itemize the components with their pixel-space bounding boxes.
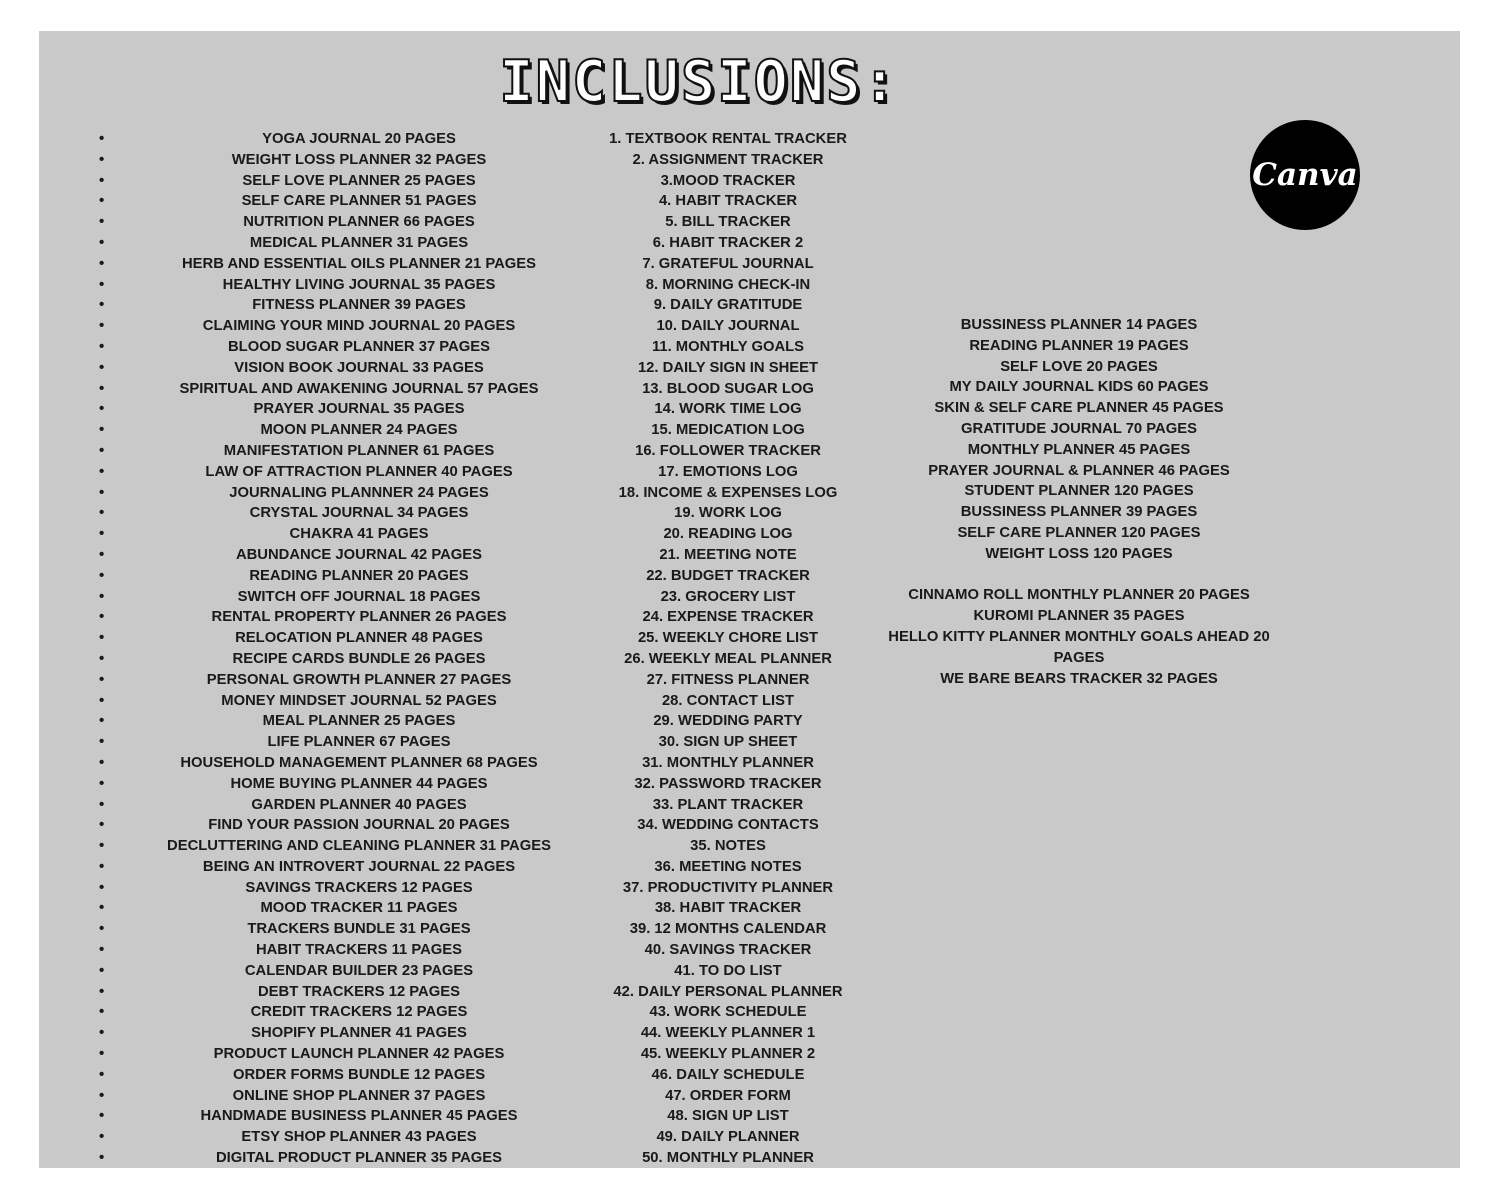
canva-logo-icon (1250, 120, 1360, 230)
list-item: SELF CARE PLANNER 120 PAGES (957, 524, 1201, 541)
list-item: 44. WEEKLY PLANNER 1 (640, 1025, 816, 1042)
list-item: • DEBT TRACKERS 12 PAGES (99, 982, 619, 1003)
list-item: • WEIGHT LOSS PLANNER 32 PAGES (99, 150, 619, 171)
list-item: 48. SIGN UP LIST (667, 1108, 789, 1125)
list-item: • VISION BOOK JOURNAL 33 PAGES (99, 358, 619, 379)
inclusions-panel (39, 31, 1460, 1168)
list-item: • ORDER FORMS BUNDLE 12 PAGES (99, 1065, 619, 1086)
list-item: 10. DAILY JOURNAL (656, 318, 800, 335)
list-item: • ABUNDANCE JOURNAL 42 PAGES (99, 545, 619, 566)
list-item: 15. MEDICATION LOG (651, 422, 805, 439)
list-item: 47. ORDER FORM (665, 1087, 791, 1104)
list-item: 7. GRATEFUL JOURNAL (642, 255, 814, 272)
list-item: 2. ASSIGNMENT TRACKER (632, 151, 824, 168)
list-item (869, 565, 1289, 586)
list-item: • PRODUCT LAUNCH PLANNER 42 PAGES (99, 1044, 619, 1065)
list-item: 26. WEEKLY MEAL PLANNER (624, 650, 832, 667)
list-item: READING PLANNER 19 PAGES (969, 337, 1189, 354)
list-item: 13. BLOOD SUGAR LOG (642, 380, 814, 397)
list-item: • HABIT TRACKERS 11 PAGES (99, 940, 619, 961)
list-item: SELF LOVE 20 PAGES (1000, 358, 1158, 375)
list-item: SKIN & SELF CARE PLANNER 45 PAGES (934, 400, 1224, 417)
list-item: BUSSINESS PLANNER 39 PAGES (960, 504, 1198, 521)
list-item: 22. BUDGET TRACKER (646, 567, 810, 584)
canva-logo-text: Canva (1252, 157, 1358, 193)
list-item: • HERB AND ESSENTIAL OILS PLANNER 21 PAGES (99, 254, 619, 275)
list-item: • MANIFESTATION PLANNER 61 PAGES (99, 441, 619, 462)
list-item: • RELOCATION PLANNER 48 PAGES (99, 628, 619, 649)
list-item: 6. HABIT TRACKER 2 (652, 234, 804, 251)
list-item: 39. 12 MONTHS CALENDAR (629, 921, 827, 938)
page-title: INCLUSIONS: (499, 49, 899, 115)
list-item: WEIGHT LOSS 120 PAGES (985, 545, 1173, 562)
list-item: 49. DAILY PLANNER (656, 1129, 800, 1146)
list-item: 43. WORK SCHEDULE (649, 1004, 807, 1021)
list-item: • MONEY MINDSET JOURNAL 52 PAGES (99, 691, 619, 712)
list-item: 5. BILL TRACKER (665, 214, 791, 231)
list-item: 25. WEEKLY CHORE LIST (637, 630, 819, 647)
list-item: 4. HABIT TRACKER (658, 193, 798, 210)
list-item: 20. READING LOG (663, 526, 793, 543)
list-item: 42. DAILY PERSONAL PLANNER (613, 983, 843, 1000)
numbered-tracker-list (588, 129, 868, 1169)
list-item: 37. PRODUCTIVITY PLANNER (622, 879, 834, 896)
list-item: • LAW OF ATTRACTION PLANNER 40 PAGES (99, 462, 619, 483)
list-item: 36. MEETING NOTES (654, 858, 802, 875)
list-item: • PRAYER JOURNAL 35 PAGES (99, 399, 619, 420)
list-item: • CRYSTAL JOURNAL 34 PAGES (99, 503, 619, 524)
list-item: PRAYER JOURNAL & PLANNER 46 PAGES (928, 462, 1230, 479)
list-item: • CALENDAR BUILDER 23 PAGES (99, 961, 619, 982)
list-item: • HOME BUYING PLANNER 44 PAGES (99, 774, 619, 795)
list-item: 30. SIGN UP SHEET (658, 734, 798, 751)
list-item: • SWITCH OFF JOURNAL 18 PAGES (99, 587, 619, 608)
list-item: • CHAKRA 41 PAGES (99, 524, 619, 545)
list-item: • CREDIT TRACKERS 12 PAGES (99, 1002, 619, 1023)
list-item: 16. FOLLOWER TRACKER (635, 442, 821, 459)
list-item: 12. DAILY SIGN IN SHEET (637, 359, 819, 376)
list-item: • BLOOD SUGAR PLANNER 37 PAGES (99, 337, 619, 358)
list-item: • YOGA JOURNAL 20 PAGES (99, 129, 619, 150)
list-item: • SELF CARE PLANNER 51 PAGES (99, 191, 619, 212)
list-item: • RENTAL PROPERTY PLANNER 26 PAGES (99, 607, 619, 628)
list-item: • FITNESS PLANNER 39 PAGES (99, 295, 619, 316)
list-item: • DIGITAL PRODUCT PLANNER 35 PAGES (99, 1148, 619, 1169)
list-item: • HOUSEHOLD MANAGEMENT PLANNER 68 PAGES (99, 753, 619, 774)
list-item: 40. SAVINGS TRACKER (644, 942, 812, 959)
list-item: 21. MEETING NOTE (659, 546, 797, 563)
list-item: 1. TEXTBOOK RENTAL TRACKER (609, 131, 847, 147)
list-item: • HANDMADE BUSINESS PLANNER 45 PAGES (99, 1106, 619, 1127)
list-item: • DECLUTTERING AND CLEANING PLANNER 31 PAGES (99, 836, 619, 857)
list-item: 33. PLANT TRACKER (652, 796, 804, 813)
list-item: • ETSY SHOP PLANNER 43 PAGES (99, 1127, 619, 1148)
extra-planner-list (869, 315, 1289, 689)
list-item: 34. WEDDING CONTACTS (637, 817, 819, 834)
list-item: • SELF LOVE PLANNER 25 PAGES (99, 171, 619, 192)
list-item: 46. DAILY SCHEDULE (651, 1066, 805, 1083)
list-item: WE BARE BEARS TRACKER 32 PAGES (940, 670, 1218, 687)
list-item: 45. WEEKLY PLANNER 2 (640, 1046, 816, 1063)
list-item: • MOOD TRACKER 11 PAGES (99, 898, 619, 919)
list-item: 18. INCOME & EXPENSES LOG (618, 484, 838, 501)
list-item: KUROMI PLANNER 35 PAGES (973, 608, 1185, 625)
list-item: • CLAIMING YOUR MIND JOURNAL 20 PAGES (99, 316, 619, 337)
list-item: • MOON PLANNER 24 PAGES (99, 420, 619, 441)
list-item: 28. CONTACT LIST (661, 692, 795, 709)
list-item: • MEDICAL PLANNER 31 PAGES (99, 233, 619, 254)
list-item: 11. MONTHLY GOALS (651, 338, 805, 355)
list-item: 32. PASSWORD TRACKER (634, 775, 822, 792)
list-item: MY DAILY JOURNAL KIDS 60 PAGES (949, 379, 1209, 396)
list-item: • ONLINE SHOP PLANNER 37 PAGES (99, 1086, 619, 1107)
list-item: HELLO KITTY PLANNER MONTHLY GOALS AHEAD 20 PAGES (888, 628, 1270, 666)
list-item: BUSSINESS PLANNER 14 PAGES (960, 317, 1198, 333)
bulleted-planner-list (99, 129, 619, 1169)
list-item: GRATITUDE JOURNAL 70 PAGES (961, 420, 1197, 437)
list-item: • PERSONAL GROWTH PLANNER 27 PAGES (99, 670, 619, 691)
list-item: 17. EMOTIONS LOG (658, 463, 798, 480)
list-item: • READING PLANNER 20 PAGES (99, 566, 619, 587)
list-item: MONTHLY PLANNER 45 PAGES (967, 441, 1191, 458)
list-item: • SAVINGS TRACKERS 12 PAGES (99, 878, 619, 899)
list-item: 29. WEDDING PARTY (653, 713, 803, 730)
list-item: 38. HABIT TRACKER (654, 900, 802, 917)
list-item: 14. WORK TIME LOG (654, 401, 802, 418)
list-item: • HEALTHY LIVING JOURNAL 35 PAGES (99, 275, 619, 296)
list-item: 8. MORNING CHECK-IN (645, 276, 811, 293)
list-item: • JOURNALING PLANNNER 24 PAGES (99, 483, 619, 504)
list-item: CINNAMO ROLL MONTHLY PLANNER 20 PAGES (908, 587, 1250, 604)
list-item: 50. MONTHLY PLANNER (642, 1150, 814, 1167)
list-item: • BEING AN INTROVERT JOURNAL 22 PAGES (99, 857, 619, 878)
list-item: • SHOPIFY PLANNER 41 PAGES (99, 1023, 619, 1044)
list-item: 31. MONTHLY PLANNER (642, 754, 814, 771)
list-item: • GARDEN PLANNER 40 PAGES (99, 795, 619, 816)
list-item: • NUTRITION PLANNER 66 PAGES (99, 212, 619, 233)
list-item: 24. EXPENSE TRACKER (642, 609, 814, 626)
list-item: 3.MOOD TRACKER (660, 172, 796, 189)
list-item: 23. GROCERY LIST (660, 588, 796, 605)
list-item: • MEAL PLANNER 25 PAGES (99, 711, 619, 732)
list-item: • TRACKERS BUNDLE 31 PAGES (99, 919, 619, 940)
list-item: 9. DAILY GRATITUDE (653, 297, 803, 314)
list-item: • FIND YOUR PASSION JOURNAL 20 PAGES (99, 815, 619, 836)
list-item: • RECIPE CARDS BUNDLE 26 PAGES (99, 649, 619, 670)
list-item: 35. NOTES (690, 838, 766, 855)
list-item: STUDENT PLANNER 120 PAGES (964, 483, 1194, 500)
list-item: 27. FITNESS PLANNER (646, 671, 810, 688)
list-item: 41. TO DO LIST (674, 962, 782, 979)
list-item: • SPIRITUAL AND AWAKENING JOURNAL 57 PAGES (99, 379, 619, 400)
list-item: • LIFE PLANNER 67 PAGES (99, 732, 619, 753)
list-item: 19. WORK LOG (674, 505, 782, 522)
